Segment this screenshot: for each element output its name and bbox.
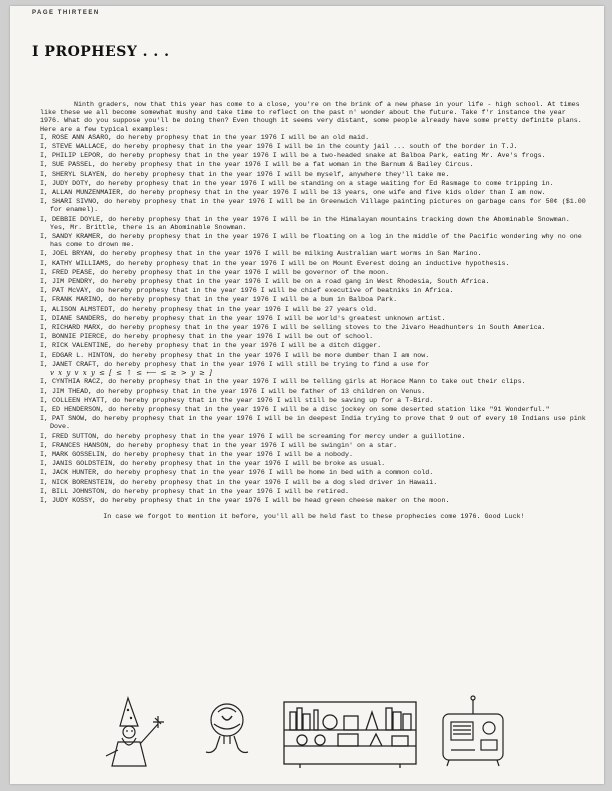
prophecy-entry: I, SANDY KRAMER, do hereby prophesy that in the year 1976 I will be floating on a log in the middle of the Pacific wondering why no one has come to drown me.	[40, 233, 582, 250]
prophecy-entry: I, BONNIE PIERCE, do hereby prophesy that in the year 1976 I will be out of school.	[40, 333, 374, 342]
prophecy-entry: I, JUDY KOSSY, do hereby prophesy that in the year 1976 I will be head green cheese maker on the moon.	[40, 496, 450, 505]
handwritten-addition: v x y v x y ≤ [ ≤ ↑ ≤ ⟵ ≤ ≥ > y ≥ ]	[50, 369, 213, 378]
prophecy-entry: I, RICHARD MARX, do hereby prophesy that in the year 1976 I will be selling stoves to the Jivaro Headhunters in South America.	[40, 324, 546, 333]
bookshelf-drawing	[280, 694, 420, 769]
body-content	[40, 101, 588, 521]
prophecy-list	[40, 134, 588, 505]
page-label: PAGE THIRTEEN	[32, 10, 100, 16]
prophecy-entry: I, SHARI SIVNO, do hereby prophesy that in the year 1976 I will be in Greenwich Village painting pictures on garbage cans for 50¢ ($1.00 for enamel).	[40, 198, 586, 215]
prophecy-entry: I, JIM THEAD, do hereby prophesy that in the year 1976 I will be father of 13 children on Venus.	[40, 387, 426, 396]
prophecy-entry: I, PHILIP LEPOR, do hereby prophesy that in the year 1976 I will be a two-headed snake at Balboa Park, eating Mr. Ave's frogs.	[40, 152, 546, 161]
prophecy-entry: I, SHERYL SLAYEN, do hereby prophesy that in the year 1976 I will be myself, anywhere they'll take me.	[40, 170, 450, 179]
prophecy-entry: I, PAT McVAY, do hereby prophesy that in the year 1976 I will be chief executive of beatniks in Africa.	[40, 287, 454, 296]
prophecy-entry: I, RICK VALENTINE, do hereby prophesy that in the year 1976 I will be a ditch digger.	[40, 342, 382, 351]
prophecy-entry: I, NICK BORENSTEIN, do hereby prophesy that in the year 1976 I will be a dog sled driver in Hawaii.	[40, 478, 438, 487]
prophecy-entry: I, BILL JOHNSTON, do hereby prophesy that in the year 1976 I will be retired.	[40, 487, 350, 496]
document-page	[10, 6, 604, 784]
prophecy-entry: I, ED HENDERSON, do hereby prophesy that in the year 1976 I will be a disc jockey on some deserted station like "91 Wonderful."	[40, 405, 550, 414]
illustrations-row	[90, 694, 590, 774]
prophecy-entry: I, JIM PENDRY, do hereby prophesy that in the year 1976 I will be on a road gang in West Rhodesia, South Africa.	[40, 278, 490, 287]
prophecy-entry: I, FRED PEASE, do hereby prophesy that in the year 1976 I will be governor of the moon.	[40, 268, 390, 277]
prophecy-entry: I, FRED SUTTON, do hereby prophesy that in the year 1976 I will be screaming for mercy under a guillotine.	[40, 432, 466, 441]
prophecy-entry: I, JUDY DOTY, do hereby prophesy that in the year 1976 I will be standing on a stage waiting for Ed Rasmage to come tripping in.	[40, 179, 554, 188]
page-title: I PROPHESY . . .	[32, 44, 170, 60]
prophecy-entry: I, ALISON ALMSTEDT, do hereby prophesy that in the year 1976 I will be 27 years old.	[40, 305, 378, 314]
prophecy-entry: I, MARK GOSSELIN, do hereby prophesy that in the year 1976 I will be a nobody.	[40, 450, 354, 459]
prophecy-entry: I, KATHY WILLIAMS, do hereby prophesy that in the year 1976 I will be on Mount Everest doing an inductive hypothesis.	[40, 259, 510, 268]
wizard-drawing	[98, 694, 168, 769]
prophecy-entry: I, JOEL BRYAN, do hereby prophesy that in the year 1976 I will be milking Australian wart worms in San Marino.	[40, 250, 482, 259]
prophecy-entry: I, CYNTHIA RACZ, do hereby prophesy that in the year 1976 I will be telling girls at Horace Mann to take out their clips.	[40, 378, 526, 387]
intro-paragraph: Ninth graders, now that this year has come to a close, you're on the brink of a new phase in your life - high school. At times like these we all become somewhat mushy and take time to reflect on the past n' wonder about the future. Take f'r instance the year 1976. What do you suppose you'll be doing then? Even though it seems very distant, some people already have some pretty definite plans. Here are a few typical examples:	[40, 101, 582, 134]
prophecy-entry: I, PAT SNOW, do hereby prophesy that in the year 1976 I will be in deepest India trying to prove that 9 out of every 10 Indians use pink Dove.	[40, 415, 586, 432]
prophecy-entry: I, FRANK MARINO, do hereby prophesy that in the year 1976 I will be a bum in Balboa Park.	[40, 296, 398, 305]
crystal-ball-drawing	[202, 694, 252, 769]
prophecy-entry: I, ROSE ANN ASARO, do hereby prophesy that in the year 1976 I will be an old maid.	[40, 133, 370, 142]
prophecy-entry: I, EDGAR L. HINTON, do hereby prophesy that in the year 1976 I will be more dumber than I am now.	[40, 351, 430, 360]
prophecy-entry: I, DEBBIE DOYLE, do hereby prophesy that in the year 1976 I will be in the Himalayan mountains tracking down the Abominable Snowman. Yes, Mr. Brittle, there is an Abominable Snowman.	[40, 215, 570, 232]
closing-line: In case we forgot to mention it before, you'll all be held fast to these prophecies come 1976. Good Luck!	[103, 513, 525, 522]
prophecy-entry: I, STEVE WALLACE, do hereby prophesy that in the year 1976 I will be in the county jail ... south of the border in T.J.	[40, 143, 518, 152]
prophecy-entry: I, JANIS GOLDSTEIN, do hereby prophesy that in the year 1976 I will be broke as usual.	[40, 460, 386, 469]
prophecy-entry: I, COLLEEN HYATT, do hereby prophesy that in the year 1976 I will still be saving up for a T-Bird.	[40, 396, 434, 405]
prophecy-entry: I, DIANE SANDERS, do hereby prophesy that in the year 1976 I will be world's greatest unknown artist.	[40, 314, 446, 323]
prophecy-entry: I, FRANCES HANSON, do hereby prophesy that in the year 1976 I will be swingin' on a star.	[40, 441, 398, 450]
prophecy-entry: I, ALLAN MUNZENMAIER, do hereby prophesy that in the year 1976 I will be 13 years, one wife and five kids older than I am now.	[40, 189, 546, 198]
prophecy-entry: I, JANET CRAFT, do hereby prophesy that in the year 1976 I will still be trying to find a use for	[40, 360, 430, 369]
prophecy-entry: I, JACK HUNTER, do hereby prophesy that in the year 1976 I will be home in bed with a common cold.	[40, 469, 434, 478]
radio-robot-drawing	[435, 694, 515, 769]
prophecy-entry: I, SUE PASSEL, do hereby prophesy that in the year 1976 I will be a fat woman in the Barnum & Bailey Circus.	[40, 161, 474, 170]
